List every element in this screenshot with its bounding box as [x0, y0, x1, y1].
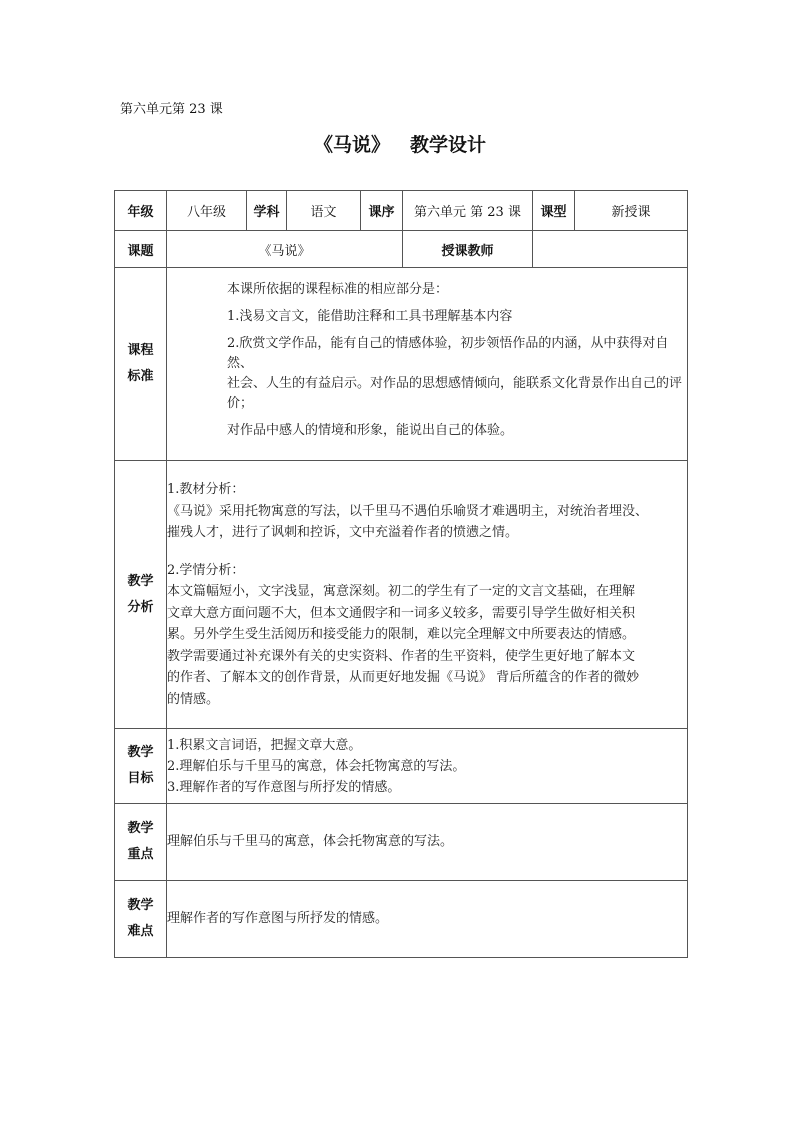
key-points-text: 理解伯乐与千里马的寓意，体会托物寓意的写法。 [167, 834, 454, 849]
standards-label-line1: 课程 [127, 343, 154, 358]
analysis-content [167, 461, 688, 729]
standards-line: 1.浅易文言文，能借助注释和工具书理解基本内容 [227, 309, 513, 324]
goals-content [167, 729, 688, 804]
key-points-content [167, 804, 688, 881]
row-topic [115, 231, 688, 268]
subject-label: 学科 [247, 191, 287, 231]
student-analysis-line: 的作者、了解本文的创作背景，从而更好地发掘《马说》 背后所蕴含的作者的微妙 [167, 670, 640, 685]
topic-value: 《马说》 [167, 231, 403, 268]
lesson-plan-table [114, 190, 688, 958]
grade-label: 年级 [115, 191, 167, 231]
standards-line: 本课所依据的课程标准的相应部分是： [227, 282, 449, 297]
student-analysis-line: 累。另外学生受生活阅历和接受能力的限制，难以完全理解文中所要表达的情感。 [167, 627, 636, 642]
row-basic-info [115, 191, 688, 231]
goals-label [115, 729, 167, 804]
standards-label [115, 268, 167, 461]
difficulties-label [115, 881, 167, 958]
goals-label-line2: 目标 [127, 771, 154, 786]
standards-line: 2.欣赏文学作品，能有自己的情感体验，初步领悟作品的内涵，从中获得对自然、 [227, 336, 669, 371]
analysis-label [115, 461, 167, 729]
standards-label-line2: 标准 [127, 369, 154, 384]
textbook-analysis-line: 摧残人才，进行了讽刺和控诉，文中充溢着作者的愤懑之情。 [167, 525, 519, 540]
key-points-label-line2: 重点 [127, 847, 154, 862]
analysis-label-line2: 分析 [127, 599, 154, 615]
textbook-analysis-heading: 1.教材分析： [167, 482, 245, 497]
row-teaching-analysis [115, 461, 688, 729]
page-title-main: 《马说》 [313, 134, 390, 156]
goals-label-line1: 教学 [127, 745, 154, 760]
student-analysis-line: 教学需要通过补充课外有关的史实资料、作者的生平资料，使学生更好地了解本文 [167, 648, 636, 664]
type-label: 课型 [533, 191, 575, 231]
standards-content [167, 268, 688, 461]
difficulties-text: 理解作者的写作意图与所抒发的情感。 [167, 911, 389, 926]
grade-value: 八年级 [167, 191, 247, 231]
teacher-value [533, 231, 688, 268]
goal-item: 1.积累文言词语，把握文章大意。 [167, 737, 362, 753]
order-label: 课序 [361, 191, 403, 231]
difficulties-content [167, 881, 688, 958]
difficulties-label-line2: 难点 [127, 924, 154, 939]
standards-line: 社会、人生的有益启示。对作品的思想感情倾向，能联系文化背景作出自己的评价； [227, 376, 683, 411]
page-title-sub: 教学设计 [410, 134, 487, 156]
key-points-label [115, 804, 167, 881]
goal-item: 3.理解作者的写作意图与所抒发的情感。 [167, 779, 401, 795]
key-points-label-line1: 教学 [127, 821, 154, 836]
student-analysis-line: 本文篇幅短小，文字浅显，寓意深刻。初二的学生有了一定的文言文基础，在理解 [167, 584, 636, 599]
teacher-label: 授课教师 [403, 231, 533, 268]
subject-value: 语文 [287, 191, 361, 231]
row-key-points [115, 804, 688, 881]
analysis-label-line1: 教学 [127, 573, 154, 589]
unit-label: 第六单元第 23 课 [120, 102, 223, 117]
topic-label: 课题 [115, 231, 167, 268]
standards-line: 对作品中感人的情境和形象，能说出自己的体验。 [227, 423, 514, 438]
type-value: 新授课 [575, 191, 688, 231]
row-teaching-goals [115, 729, 688, 804]
student-analysis-line: 的情感。 [167, 691, 220, 707]
row-curriculum-standards [115, 268, 688, 461]
student-analysis-line: 文章大意方面问题不大，但本文通假字和一词多义较多，需要引导学生做好相关积 [167, 605, 636, 621]
goal-item: 2.理解伯乐与千里马的寓意，体会托物寓意的写法。 [167, 758, 466, 774]
difficulties-label-line1: 教学 [127, 898, 154, 913]
student-analysis-heading: 2.学情分析： [167, 562, 245, 578]
row-difficulties [115, 881, 688, 958]
textbook-analysis-line: 《马说》采用托物寓意的写法，以千里马不遇伯乐喻贤才难遇明主，对统治者埋没、 [167, 503, 649, 519]
page-title [0, 130, 800, 157]
order-value: 第六单元 第 23 课 [403, 191, 533, 231]
